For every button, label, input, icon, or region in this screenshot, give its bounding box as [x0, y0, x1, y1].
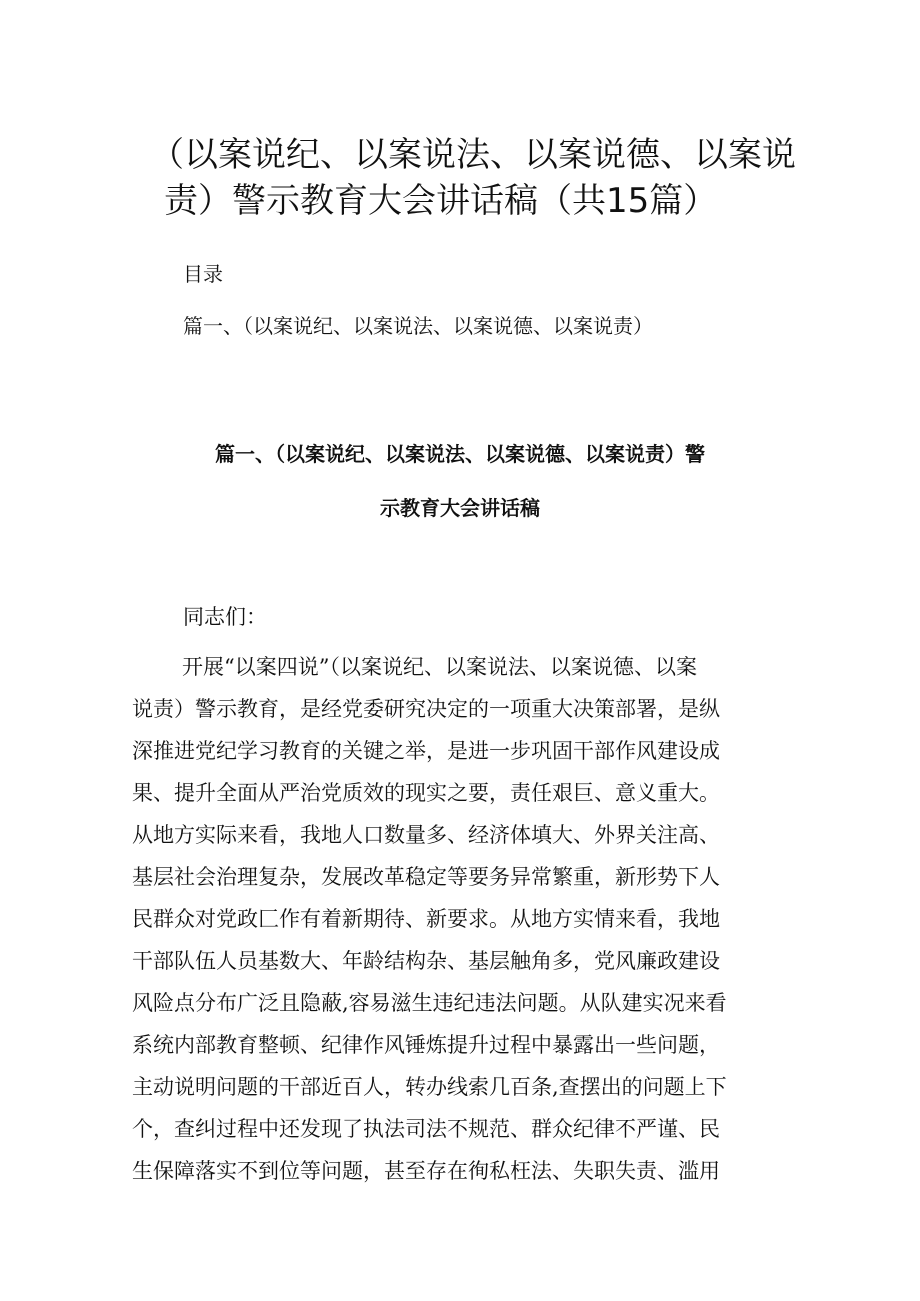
document-title-line-1: （以案说纪、以案说法、以案说德、以案说: [150, 135, 796, 175]
body-line: 从地方实际来看，我地人口数量多、经济体填大、外界关注高、: [132, 823, 720, 847]
body-line: 说责）警示教育，是经党委研究决定的一项重大决策部署，是纵: [132, 697, 720, 721]
body-line: 个，查纠过程中还发现了执法司法不规范、群众纪律不严谨、民: [132, 1117, 720, 1141]
document-title-line-2: 责）警示教育大会讲话稿（共15篇）: [164, 181, 718, 221]
body-line: 系统内部教育整顿、纪律作风锤炼提升过程中暴露出一些问题，: [132, 1033, 720, 1057]
toc-heading: 目录: [183, 262, 223, 286]
body-line: 干部队伍人员基数大、年龄结构杂、基层触角多，党风廉政建设: [132, 949, 720, 973]
body-line: 深推进党纪学习教育的关键之举，是进一步巩固干部作风建设成: [132, 739, 720, 763]
body-line: 开展“以案四说”（以案说纪、以案说法、以案说德、以案: [182, 655, 697, 679]
body-line: 主动说明问题的干部近百人，转办线索几百条,查摆出的问题上下: [132, 1075, 727, 1099]
salutation: 同志们：: [183, 605, 267, 629]
section-title-line-2: 示教育大会讲话稿: [380, 496, 540, 520]
body-paragraph: [132, 646, 792, 1192]
body-line: 果、提升全面从严治党质效的现实之要，责任艰巨、意义重大。: [132, 781, 720, 805]
section-title-line-1: 篇一、（以案说纪、以案说法、以案说德、以案说责）警: [215, 442, 705, 466]
body-line: 基层社会治理复杂，发展改革稳定等要务异常繁重，新形势下人: [132, 865, 720, 889]
document-title: [150, 132, 796, 224]
body-line: 生保障落实不到位等问题，甚至存在徇私枉法、失职失责、滥用: [132, 1159, 720, 1183]
body-line: 民群众对党政匚作有着新期待、新要求。从地方实情来看，我地: [132, 907, 720, 931]
body-line: 风险点分布广泛且隐蔽,容易滋生违纪违法问题。从队建实况来看: [132, 991, 727, 1015]
toc-item-1[interactable]: 篇一、（以案说纪、以案说法、以案说德、以案说责）: [183, 314, 653, 338]
